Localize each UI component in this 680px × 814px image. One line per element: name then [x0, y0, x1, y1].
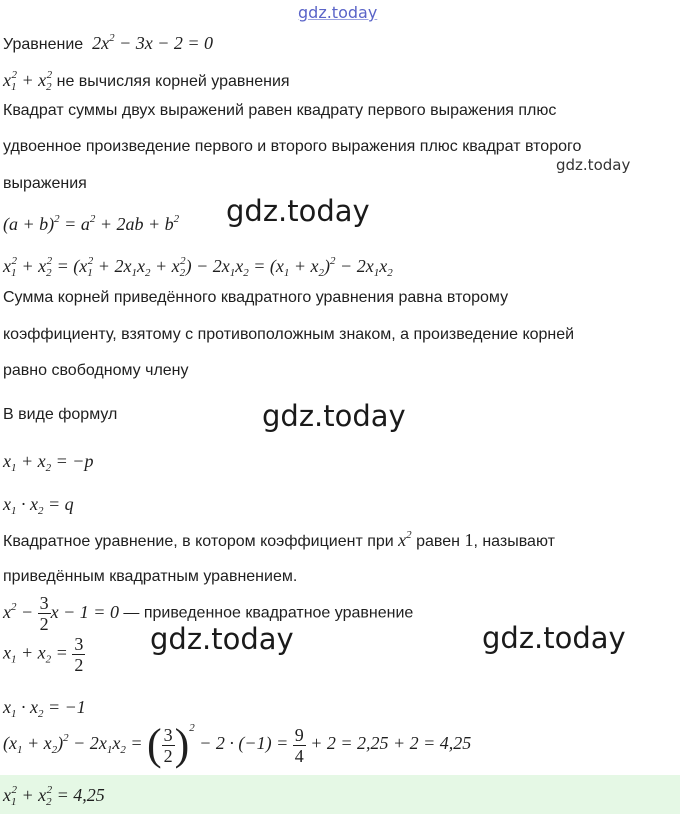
- formula-expansion: $x_1^2 + x_2^2 = (x_1^2 + 2x_1x_2 + x_2^2) - 2x_1x_2 = (x_1 + x_2)^2 - 2x_1x_2$: [3, 255, 393, 279]
- paragraph-1-line-1: Квадрат суммы двух выражений равен квадрату первого выражения плюс: [3, 102, 557, 119]
- paragraph-3-x2: $x^2$: [398, 529, 412, 550]
- equation-line: [3, 33, 213, 55]
- task-line: [3, 70, 290, 92]
- equation-formula: $2x^2 - 3x - 2 = 0$: [87, 32, 214, 53]
- paragraph-3-text-c: , называют: [473, 533, 555, 550]
- paragraph-3-line-1: [3, 530, 555, 552]
- answer-formula: $x_1^2 + x_2^2 = 4,25$: [3, 784, 105, 808]
- watermark-big: gdz.today: [262, 399, 406, 433]
- watermark-top: gdz.today: [298, 3, 378, 22]
- task-text: не вычисляя корней уравнения: [56, 73, 290, 90]
- paragraph-2-line-2: коэффициенту, взятому с противоположным знаком, а произведение корней: [3, 326, 575, 343]
- watermark-big: gdz.today: [226, 194, 370, 228]
- reduced-equation-note: — приведенное квадратное уравнение: [123, 604, 414, 622]
- watermark-big: gdz.today: [150, 622, 294, 656]
- vieta-sum-formula: $x_1 + x_2 = -p$: [3, 451, 94, 474]
- equation-prefix: Уравнение: [3, 36, 84, 53]
- watermark-big: gdz.today: [482, 621, 626, 655]
- formulas-label: В виде формул: [3, 406, 118, 423]
- paragraph-2-line-3: равно свободному члену: [3, 362, 189, 379]
- result-sum-formula: $x_1 + x_2$ = $\frac{3}{2}$: [3, 634, 84, 675]
- result-product-formula: $x_1 \cdot x_2 = -1$: [3, 697, 86, 720]
- watermark-small: gdz.today: [556, 156, 631, 174]
- vieta-product-formula: $x_1 \cdot x_2 = q$: [3, 494, 74, 517]
- reduced-equation-formula: $x^2$ − $\frac{3}{2}$ x − 1 = 0: [3, 593, 119, 634]
- paragraph-3-line-2: приведённым квадратным уравнением.: [3, 568, 298, 585]
- paragraph-2-line-1: Сумма корней приведённого квадратного уравнения равна второму: [3, 289, 509, 306]
- paragraph-1-line-3: выражения: [3, 175, 87, 192]
- paragraph-3-text-b: равен: [416, 533, 460, 550]
- paragraph-3-text-a: Квадратное уравнение, в котором коэффициент при: [3, 533, 394, 550]
- paragraph-3-one: 1: [464, 530, 474, 550]
- calculation-formula: $(x_1 + x_2)^2 - 2x_1x_2$ = ( $\frac{3}{2}$ )$^2$ − 2 · (−1) = $\frac{9}{4}$ + 2 = 2,25 + 2 = 4,25: [3, 720, 472, 769]
- paragraph-1-line-2: удвоенное произведение первого и второго выражения плюс квадрат второго: [3, 138, 582, 155]
- task-formula: $x_1^2 + x_2^2$: [3, 69, 53, 93]
- formula-square-of-sum: $(a + b)^2 = a^2 + 2ab + b^2$: [3, 213, 180, 234]
